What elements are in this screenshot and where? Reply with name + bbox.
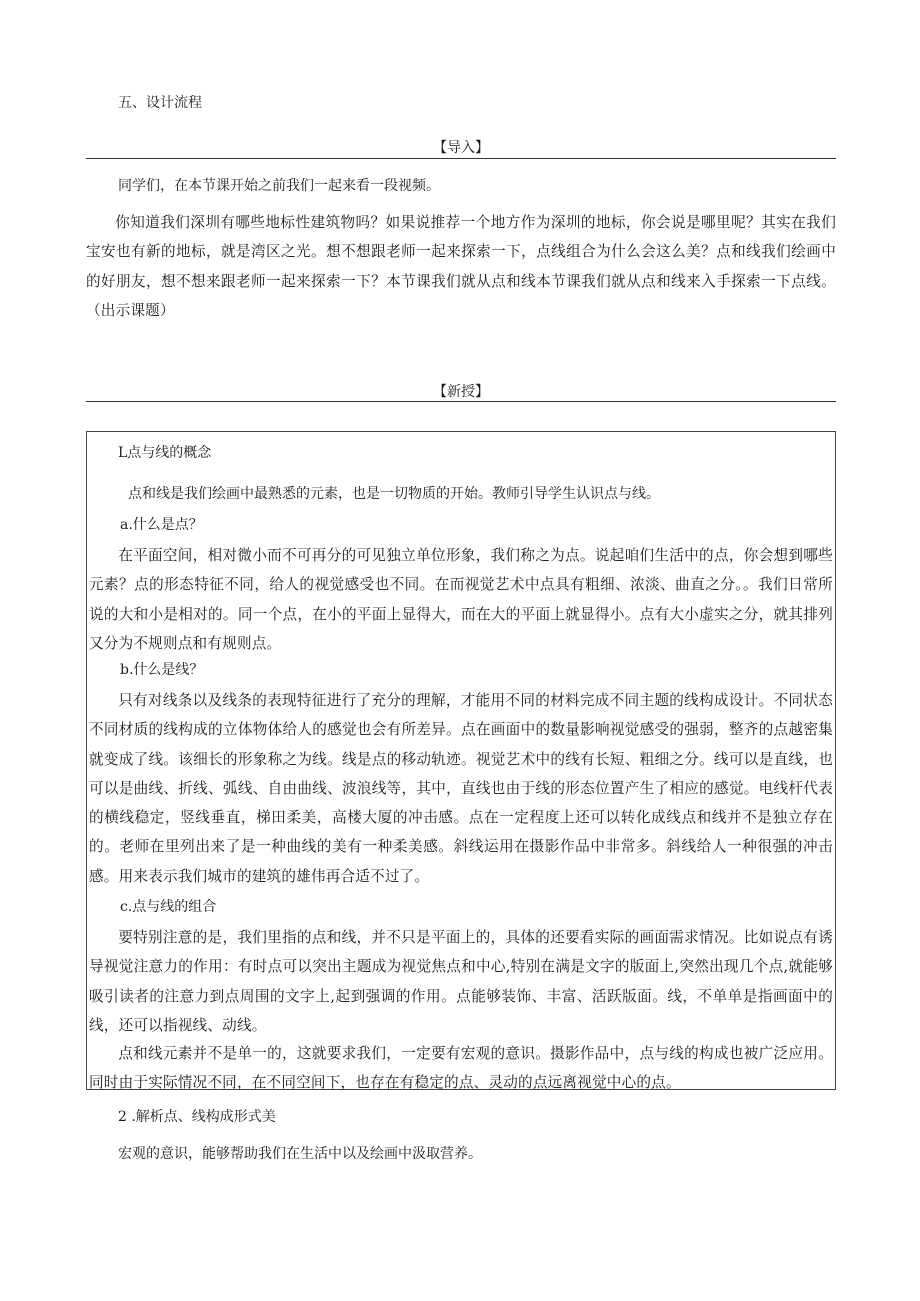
intro-divider: [86, 158, 836, 159]
section-title: 五、设计流程: [118, 95, 202, 111]
item-2-title: 2 .解析点、线构成形式美: [118, 1109, 276, 1125]
line-definition: 只有对线条以及线条的表现特征进行了充分的理解，才能用不同的材料完成不同主题的线构成设计。不同状态不同材质的线构成的立体物体给人的感觉也会有所差异。点在画面中的数量影响视觉感受的强弱，整齐的点越密集就变成了线。该细长的形象称之为线。线是点的移动轨迹。视觉艺术中的线有长短、粗细之分。线可以是直线，也可以是曲线、折线、弧线、自由曲线、波浪线等，其中，直线也由于线的形态位置产生了相应的感觉。电线杆代表的横线稳定，竖线垂直，梯田柔美，高楼大厦的冲击感。点在一定程度上还可以转化成线点和线并不是独立存在的。老师在里列出来了是一种曲线的美有一种柔美感。斜线运用在摄影作品中非常多。斜线给人一种很强的冲击感。用来表示我们城市的建筑的雄伟再合适不过了。: [89, 692, 833, 885]
line-subheading: b.什么是线？: [120, 662, 204, 678]
intro-heading: 【导入】: [433, 140, 489, 156]
concept-subtitle: L点与线的概念: [118, 445, 212, 461]
closing-text: 点和线元素并不是单一的，这就要求我们，一定要有宏观的意识。摄影作品中，点与线的构成也被广泛应用。同时由于实际情况不同，在不同空间下，也存在有稳定的点、灵动的点远离视觉中心的点。: [89, 1045, 833, 1092]
new-lesson-heading: 【新授】: [433, 384, 489, 400]
concept-box: [86, 431, 836, 1090]
new-lesson-divider: [86, 401, 836, 402]
intro-paragraph-2: 你知道我们深圳有哪些地标性建筑物吗？如果说推荐一个地方作为深圳的地标，你会说是哪里呢？其实在我们宝安也有新的地标，就是湾区之光。想不想跟老师一起来探索一下，点线组合为什么会这么美？点和线我们绘画中的好朋友，想不想来跟老师一起来探索一下？本节课我们就从点和线本节课我们就从点和线来入手探索一下点线。（出示课题）: [86, 214, 836, 319]
combination-text: 要特别注意的是，我们里指的点和线，并不只是平面上的，具体的还要看实际的画面需求情况。比如说点有诱导视觉注意力的作用：有时点可以突出主题成为视觉焦点和中心,特别在满是文字的版面上,突然出现几个点,就能够吸引读者的注意力到点周围的文字上,起到强调的作用。点能够装饰、丰富、活跃版面。线，不单单是指画面中的线，还可以指视线、动线。: [89, 929, 833, 1034]
combination-subheading: c.点与线的组合: [120, 899, 217, 915]
intro-paragraph-1: 同学们，在本节课开始之前我们一起来看一段视频。: [118, 178, 440, 194]
point-subheading: a.什么是点？: [120, 517, 203, 533]
point-definition: 在平面空间，相对微小而不可再分的可见独立单位形象，我们称之为点。说起咱们生活中的点，你会想到哪些元素？点的形态特征不同，给人的视觉感受也不同。在而视觉艺术中点具有粗细、浓淡、曲直之分。。我们日常所说的大和小是相对的。同一个点，在小的平面上显得大，而在大的平面上就显得小。点有大小虚实之分，就其排列又分为不规则点和有规则点。: [89, 547, 833, 652]
concept-lead: 点和线是我们绘画中最熟悉的元素，也是一切物质的开始。教师引导学生认识点与线。: [128, 486, 660, 502]
item-2-text: 宏观的意识，能够帮助我们在生活中以及绘画中汲取营养。: [118, 1146, 482, 1162]
